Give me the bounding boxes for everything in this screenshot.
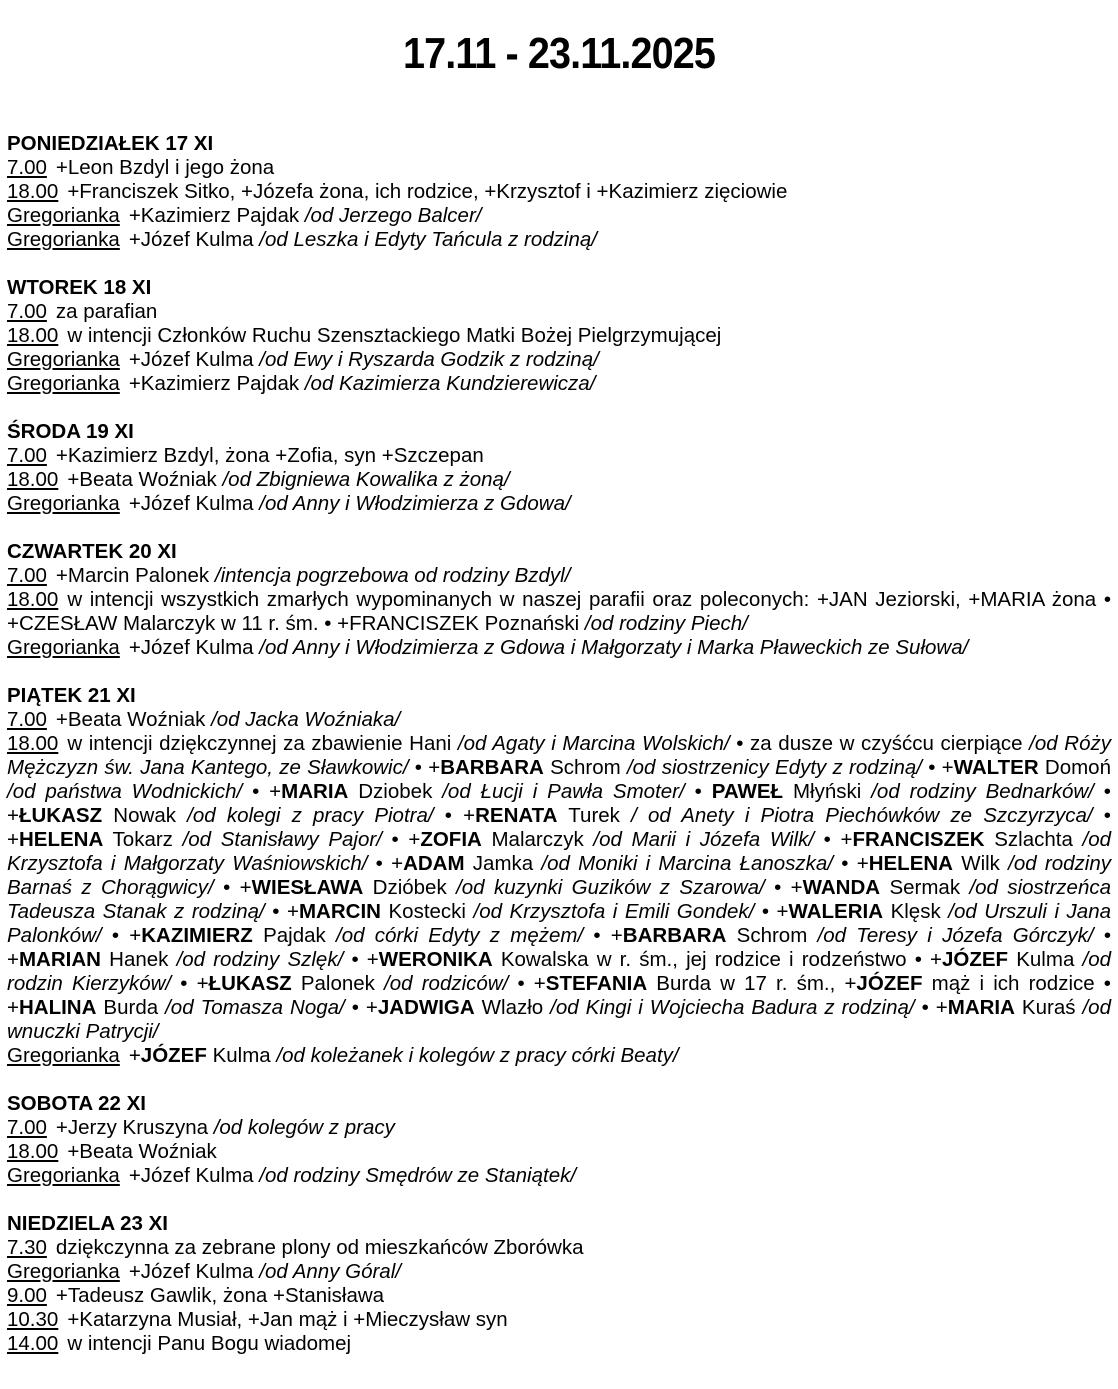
intention-text: • + [343, 948, 379, 971]
deceased-name: BARBARA [440, 756, 544, 779]
intention-donor: /od Krzysztofa i Małgorzaty Waśniowskich/ [7, 828, 1112, 875]
intention-text: • + [7, 924, 1111, 971]
intention-text: +Józef Kulma [128, 636, 260, 659]
intention-text: w intencji dziękczynnej za zbawienie Hani [67, 732, 458, 755]
mass-entry [7, 1284, 1111, 1308]
intention-text: Domoń [1038, 756, 1111, 779]
intention-text: w intencji wszystkich zmarłych wypominanych w naszej parafii oraz poleconych: +JAN Jeziorski, +MARIA żona • +CZESŁAW Malarczyk w 11 r. śm. • +FRANCISZEK Poznański [7, 588, 1111, 635]
deceased-name: HALINA [18, 996, 97, 1019]
intention-text: za parafian [55, 300, 158, 323]
intention-text: +Kazimierz Bzdyl, żona +Zofia, syn +Szczepan [55, 444, 484, 467]
day-section [7, 540, 1111, 660]
intention-text: +Marcin Palonek [55, 564, 215, 587]
intention-text: • [684, 780, 712, 803]
intention-text: • + [814, 828, 853, 851]
intention-donor: /od Zbigniewa Kowalika z żoną/ [222, 468, 510, 491]
intention-donor: /od Agaty i Marcina Wolskich/ [457, 732, 730, 755]
intention-donor: /od Łucji i Pawła Smoter/ [442, 780, 685, 803]
mass-time: 7.00 [7, 1116, 47, 1139]
mass-time: 7.00 [7, 708, 47, 731]
intention-text: +Józef Kulma [128, 1164, 260, 1187]
intention-donor: /od Anny Góral/ [259, 1260, 401, 1283]
mass-entry [7, 732, 1111, 1044]
deceased-name: ZOFIA [420, 828, 482, 851]
gregorian-label: Gregorianka [7, 1044, 120, 1067]
intention-text: Kowalska w r. śm., jej rodzice i rodzeństwo • + [492, 948, 942, 971]
intention-text: +Kazimierz Pajdak [128, 204, 305, 227]
deceased-name: KAZIMIERZ [141, 924, 253, 947]
intention-text: Nowak [102, 804, 188, 827]
mass-time: 18.00 [7, 324, 59, 347]
gregorian-label: Gregorianka [7, 228, 120, 251]
intention-text: +Beata Woźniak [55, 708, 212, 731]
deceased-name: MARIAN [18, 948, 101, 971]
day-section [7, 1212, 1111, 1356]
intention-text: mąż i ich rodzice • + [7, 972, 1111, 1019]
day-header: WTOREK 18 XI [7, 276, 152, 299]
intention-donor: /od Moniki i Marcina Łanoszka/ [541, 852, 834, 875]
mass-intentions-schedule [7, 132, 1111, 1380]
day-section [7, 132, 1111, 252]
mass-entry [7, 1308, 1111, 1332]
intention-donor: /od Kingi i Wojciecha Badura z rodziną/ [550, 996, 915, 1019]
intention-text: Szlachta [984, 828, 1083, 851]
intention-text: Jamka [464, 852, 542, 875]
intention-text: +Józef Kulma [128, 228, 260, 251]
intention-text: • + [171, 972, 209, 995]
day-section [7, 1092, 1111, 1188]
intention-text: Schrom [726, 924, 818, 947]
day-header: NIEDZIELA 23 XI [7, 1212, 168, 1235]
mass-entry [7, 444, 1111, 468]
mass-entry [7, 180, 1111, 204]
mass-time: 18.00 [7, 1140, 59, 1163]
intention-donor: /od siostrzenicy Edyty z rodziną/ [626, 756, 922, 779]
mass-entry [7, 1116, 1111, 1140]
intention-donor: /od rodzin Kierzyków/ [7, 948, 1111, 995]
intention-donor: /od Anny i Włodzimierza z Gdowa/ [259, 492, 571, 515]
intention-text: • + [101, 924, 142, 947]
intention-text: Malarczyk [481, 828, 594, 851]
mass-entry [7, 1044, 1111, 1068]
deceased-name: BARBARA [622, 924, 727, 947]
intention-text: Kulma [206, 1044, 277, 1067]
intention-text: • + [764, 876, 803, 899]
intention-text: • + [433, 804, 476, 827]
intention-text: +Kazimierz Pajdak [128, 372, 305, 395]
mass-time: 18.00 [7, 732, 59, 755]
intention-text: • + [833, 852, 869, 875]
mass-time: 9.00 [7, 1284, 47, 1307]
day-header: SOBOTA 22 XI [7, 1092, 146, 1115]
intention-text: +Józef Kulma [128, 1260, 260, 1283]
gregorian-label: Gregorianka [7, 492, 120, 515]
intention-text: Palonek [291, 972, 385, 995]
intention-text: +Franciszek Sitko, +Józefa żona, ich rodzice, +Krzysztof i +Kazimierz zięciowie [67, 180, 788, 203]
deceased-name: WANDA [802, 876, 881, 899]
mass-time: 18.00 [7, 468, 59, 491]
intention-donor: /od państwa Wodnickich/ [7, 780, 243, 803]
intention-text: Schrom [543, 756, 627, 779]
intention-text: Klęsk [883, 900, 949, 923]
intention-donor: /od Leszka i Edyty Tańcula z rodziną/ [259, 228, 597, 251]
intention-donor: / od Anety i Piotra Piechówków ze Szczyrzyca/ [631, 804, 1093, 827]
intention-text: Kulma [1008, 948, 1083, 971]
intention-text: Burda [96, 996, 166, 1019]
intention-text: • + [367, 852, 404, 875]
intention-text: +Beata Woźniak [67, 1140, 217, 1163]
day-header: CZWARTEK 20 XI [7, 540, 177, 563]
mass-entry [7, 1164, 1111, 1188]
intention-text: • + [921, 756, 954, 779]
intention-text: • + [408, 756, 441, 779]
intention-text: w intencji Członków Ruchu Szensztackiego Matki Bożej Pielgrzymującej [67, 324, 722, 347]
intention-text: • + [344, 996, 378, 1019]
mass-time: 18.00 [7, 180, 59, 203]
deceased-name: JÓZEF [140, 1044, 207, 1067]
gregorian-label: Gregorianka [7, 204, 120, 227]
mass-time: 14.00 [7, 1332, 59, 1355]
mass-time: 7.00 [7, 564, 47, 587]
intention-donor: /od siostrzeńca Tadeusza Stanak z rodziną/ [7, 876, 1112, 923]
gregorian-label: Gregorianka [7, 636, 120, 659]
mass-entry [7, 564, 1111, 588]
intention-donor: /od koleżanek i kolegów z pracy córki Beaty/ [276, 1044, 679, 1067]
intention-donor: /od rodziny Szlęk/ [176, 948, 344, 971]
gregorian-label: Gregorianka [7, 1164, 120, 1187]
day-header: PONIEDZIAŁEK 17 XI [7, 132, 214, 155]
mass-entry [7, 348, 1111, 372]
intention-text: Turek [557, 804, 632, 827]
intention-text: w intencji Panu Bogu wiadomej [67, 1332, 352, 1355]
mass-entry [7, 1332, 1111, 1356]
intention-text: +Józef Kulma [128, 348, 260, 371]
intention-text: Pajdak [252, 924, 336, 947]
mass-entry [7, 204, 1111, 228]
deceased-name: ŁUKASZ [18, 804, 103, 827]
intention-donor: /od kolegów z pracy [213, 1116, 395, 1139]
mass-entry [7, 588, 1111, 636]
intention-text: Dzióbek [363, 876, 457, 899]
intention-text: • + [242, 780, 282, 803]
mass-entry [7, 468, 1111, 492]
intention-text: +Tadeusz Gawlik, żona +Stanisława [55, 1284, 385, 1307]
intention-donor: /od Krzysztofa i Emili Gondek/ [473, 900, 755, 923]
intention-text: dziękczynna za zebrane plony od mieszkańców Zborówka [55, 1236, 584, 1259]
deceased-name: HELENA [18, 828, 104, 851]
intention-text: • + [914, 996, 948, 1019]
intention-donor: /od Marii i Józefa Wilk/ [593, 828, 815, 851]
intention-donor: /od wnuczki Patrycji/ [7, 996, 1111, 1043]
intention-text: +Jerzy Kruszyna [55, 1116, 214, 1139]
intention-text: Kuraś [1014, 996, 1083, 1019]
deceased-name: STEFANIA [545, 972, 648, 995]
mass-time: 7.00 [7, 156, 47, 179]
deceased-name: FRANCISZEK [852, 828, 985, 851]
mass-time: 7.00 [7, 444, 47, 467]
intention-text: +Beata Woźniak [67, 468, 223, 491]
mass-entry [7, 1236, 1111, 1260]
deceased-name: ADAM [403, 852, 465, 875]
mass-entry [7, 300, 1111, 324]
mass-entry [7, 636, 1111, 660]
day-header: PIĄTEK 21 XI [7, 684, 136, 707]
deceased-name: HELENA [868, 852, 953, 875]
mass-entry [7, 228, 1111, 252]
intention-text: Wilk [952, 852, 1009, 875]
mass-time: 7.00 [7, 300, 47, 323]
gregorian-label: Gregorianka [7, 1260, 120, 1283]
mass-entry [7, 156, 1111, 180]
mass-time: 10.30 [7, 1308, 59, 1331]
intention-text: Wlazło [474, 996, 551, 1019]
intention-donor: /od Ewy i Ryszarda Godzik z rodziną/ [259, 348, 599, 371]
intention-donor: /intencja pogrzebowa od rodziny Bzdyl/ [214, 564, 571, 587]
intention-text: Burda w 17 r. śm., + [647, 972, 857, 995]
intention-text: Kostecki [380, 900, 474, 923]
gregorian-label: Gregorianka [7, 372, 120, 395]
intention-text: +Leon Bzdyl i jego żona [55, 156, 275, 179]
deceased-name: ŁUKASZ [208, 972, 292, 995]
intention-text: • + [7, 780, 1111, 827]
intention-donor: /od kuzynki Guzików z Szarowa/ [456, 876, 765, 899]
intention-donor: /od Tomasza Noga/ [165, 996, 345, 1019]
intention-text: Młyński [783, 780, 872, 803]
intention-donor: /od rodziny Smędrów ze Staniątek/ [259, 1164, 577, 1187]
intention-donor: /od Teresy i Józefa Górczyk/ [817, 924, 1094, 947]
deceased-name: WERONIKA [378, 948, 493, 971]
deceased-name: RENATA [475, 804, 558, 827]
day-section [7, 420, 1111, 516]
intention-donor: /od Jacka Woźniaka/ [211, 708, 401, 731]
intention-donor: /od Urszuli i Jana Palonków/ [7, 900, 1111, 947]
intention-text: • + [381, 828, 421, 851]
mass-time: 7.30 [7, 1236, 47, 1259]
intention-text: • + [508, 972, 546, 995]
day-section [7, 276, 1111, 396]
mass-entry [7, 1140, 1111, 1164]
intention-donor: /od Jerzego Balcer/ [304, 204, 482, 227]
intention-donor: /od córki Edyty z mężem/ [336, 924, 584, 947]
intention-text: • + [264, 900, 299, 923]
intention-text: • + [213, 876, 252, 899]
deceased-name: JADWIGA [377, 996, 475, 1019]
intention-text: • + [754, 900, 789, 923]
deceased-name: JÓZEF [942, 948, 1009, 971]
intention-donor: /od kolegi z pracy Piotra/ [187, 804, 434, 827]
intention-text: • za dusze w czyśćcu cierpiące [729, 732, 1030, 755]
day-section [7, 684, 1111, 1068]
deceased-name: JÓZEF [856, 972, 923, 995]
deceased-name: PAWEŁ [711, 780, 784, 803]
gregorian-label: Gregorianka [7, 348, 120, 371]
intention-donor: /od rodziny Bednarków/ [871, 780, 1094, 803]
intention-text: + [128, 1044, 141, 1067]
deceased-name: MARIA [947, 996, 1015, 1019]
intention-donor: /od Anny i Włodzimierza z Gdowa i Małgorzaty i Marka Pławeckich ze Sułowa/ [259, 636, 969, 659]
intention-donor: /od rodziny Barnaś z Chorągwicy/ [7, 852, 1111, 899]
mass-entry [7, 372, 1111, 396]
intention-donor: /od Stanisławy Pajor/ [182, 828, 382, 851]
mass-entry [7, 708, 1111, 732]
intention-text: +Katarzyna Musiał, +Jan mąż i +Mieczysław syn [67, 1308, 508, 1331]
intention-text: Hanek [100, 948, 177, 971]
mass-entry [7, 1260, 1111, 1284]
intention-donor: /od Róży Mężczyzn św. Jana Kantego, ze Sławkowic/ [7, 732, 1111, 779]
mass-entry [7, 324, 1111, 348]
intention-donor: /od rodziców/ [384, 972, 509, 995]
mass-entry [7, 492, 1111, 516]
page-title: 17.11 - 23.11.2025 [403, 29, 715, 79]
intention-donor: /od rodziny Piech/ [584, 612, 748, 635]
mass-time: 18.00 [7, 588, 59, 611]
day-header: ŚRODA 19 XI [7, 420, 134, 443]
deceased-name: WIESŁAWA [251, 876, 364, 899]
intention-donor: /od Kazimierza Kundzierewicza/ [304, 372, 596, 395]
deceased-name: MARCIN [298, 900, 381, 923]
deceased-name: WALTER [953, 756, 1039, 779]
deceased-name: MARIA [281, 780, 349, 803]
intention-text: Dziobek [348, 780, 443, 803]
intention-text: Sermak [880, 876, 970, 899]
deceased-name: WALERIA [788, 900, 884, 923]
intention-text: • + [7, 804, 1111, 851]
intention-text: Tokarz [103, 828, 183, 851]
intention-text: • + [583, 924, 623, 947]
intention-text: +Józef Kulma [128, 492, 260, 515]
